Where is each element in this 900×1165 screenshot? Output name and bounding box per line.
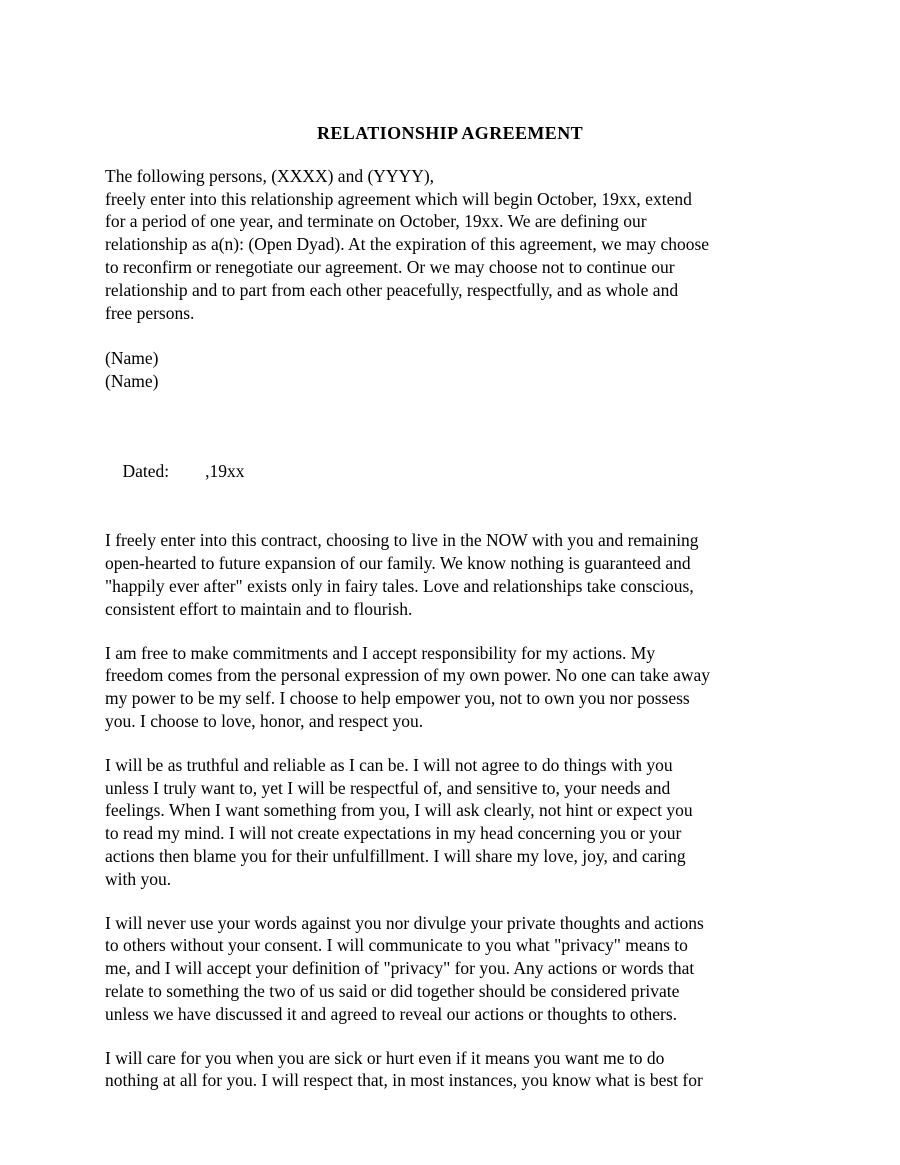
- text-line: unless we have discussed it and agreed to reveal our actions or thoughts to others.: [105, 1003, 678, 1024]
- text-line: I will never use your words against you nor divulge your private thoughts and actions: [105, 912, 704, 933]
- text-line: my power to be my self. I choose to help empower you, not to own you nor possess: [105, 688, 690, 709]
- text-line: you. I choose to love, honor, and respect you.: [105, 710, 424, 731]
- text-line: consistent effort to maintain and to flourish.: [105, 598, 413, 619]
- text-line: feelings. When I want something from you, I will ask clearly, not hint or expect you: [105, 800, 693, 821]
- text-line: I freely enter into this contract, choosing to live in the NOW with you and remaining: [105, 530, 699, 551]
- document-title: RELATIONSHIP AGREEMENT: [316, 123, 584, 143]
- dated-label: Dated:: [122, 460, 170, 481]
- paragraph-truthfulness: [105, 754, 800, 891]
- paragraph-contract-intent: [105, 529, 800, 620]
- text-line: The following persons, (XXXX) and (YYYY),: [105, 165, 435, 186]
- text-line: nothing at all for you. I will respect that, in most instances, you know what is best for: [105, 1070, 703, 1091]
- text-line: freedom comes from the personal expression of my own power. No one can take away: [105, 665, 711, 686]
- text-line: to others without your consent. I will communicate to you what "privacy" means to: [105, 935, 688, 956]
- intro-paragraph: [105, 165, 800, 325]
- text-line: with you.: [105, 868, 172, 889]
- text-line: to reconfirm or renegotiate our agreement. Or we may choose not to continue our: [105, 256, 675, 277]
- text-line: relationship as a(n): (Open Dyad). At the expiration of this agreement, we may choose: [105, 234, 710, 255]
- text-line: (Name): [105, 348, 159, 369]
- text-line: relationship and to part from each other peacefully, respectfully, and as whole and: [105, 279, 679, 300]
- text-line: to read my mind. I will not create expectations in my head concerning you or your: [105, 823, 682, 844]
- text-line: unless I truly want to, yet I will be respectful of, and sensitive to, your needs and: [105, 777, 671, 798]
- text-line: "happily ever after" exists only in fairy tales. Love and relationships take conscious,: [105, 575, 694, 596]
- text-line: (Name): [105, 371, 159, 392]
- paragraph-privacy: [105, 912, 800, 1026]
- text-line: freely enter into this relationship agreement which will begin October, 19xx, extend: [105, 188, 692, 209]
- text-line: I will be as truthful and reliable as I can be. I will not agree to do things with you: [105, 754, 673, 775]
- text-line: I will care for you when you are sick or hurt even if it means you want me to do: [105, 1047, 665, 1068]
- text-line: me, and I will accept your definition of "privacy" for you. Any actions or words that: [105, 958, 695, 979]
- text-line: free persons.: [105, 302, 195, 323]
- signature-name-placeholders: [105, 347, 800, 393]
- dated-line: [105, 437, 800, 505]
- paragraph-commitments: [105, 642, 800, 733]
- text-line: for a period of one year, and terminate on October, 19xx. We are defining our: [105, 211, 647, 232]
- text-line: actions then blame you for their unfulfillment. I will share my love, joy, and caring: [105, 845, 686, 866]
- dated-value: ,19xx: [205, 460, 245, 481]
- text-line: I am free to make commitments and I accept responsibility for my actions. My: [105, 642, 656, 663]
- text-line: relate to something the two of us said or did together should be considered private: [105, 980, 680, 1001]
- paragraph-care: [105, 1047, 800, 1093]
- text-line: open-hearted to future expansion of our family. We know nothing is guaranteed and: [105, 553, 691, 574]
